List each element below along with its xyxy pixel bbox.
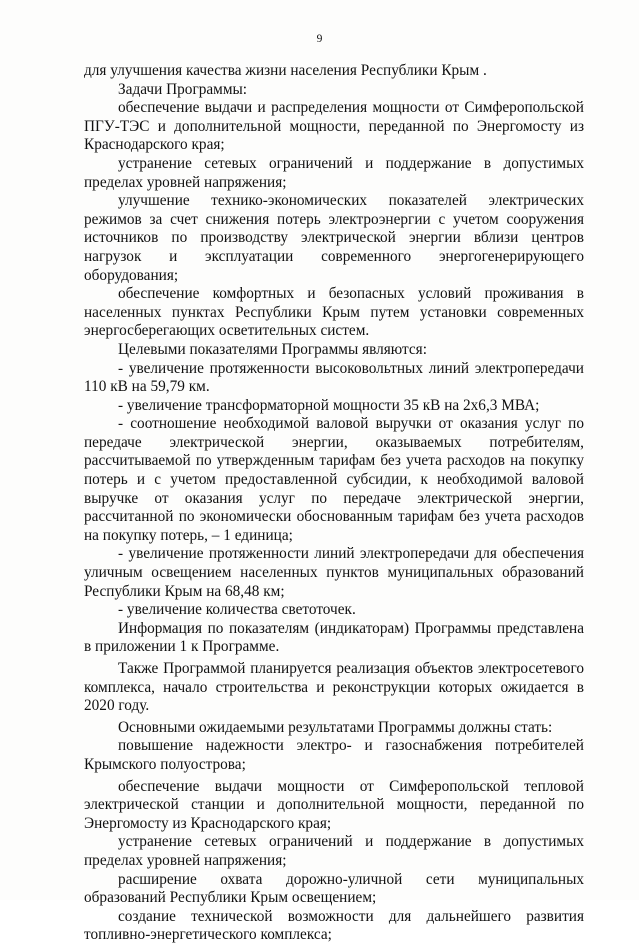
paragraph-task-lighting: обеспечение комфортных и безопасных условий проживания в населенных пунктах Республики Крым путем установки современных энергосберегающих осветительных систем. bbox=[84, 285, 584, 340]
document-body bbox=[84, 62, 584, 945]
paragraph-grid-objects: Также Программой планируется реализация объектов электросетевого комплекса, начало строительства и реконструкции которых ожидается в 2020 году. bbox=[84, 660, 584, 715]
paragraph-result-reliability: повышение надежности электро- и газоснабжения потребителей Крымского полуострова; bbox=[84, 737, 584, 773]
paragraph-result-lighting-coverage: расширение охвата дорожно-уличной сети муниципальных образований Республики Крым освещением; bbox=[84, 870, 584, 907]
paragraph-result-fuel-energy: создание технической возможности для дальнейшего развития топливно-энергетического комплекса; bbox=[84, 907, 584, 944]
paragraph-targets-heading: Целевыми показателями Программы являются: bbox=[118, 340, 427, 358]
paragraph-task-network-limits: устранение сетевых ограничений и поддержание в допустимых пределах уровней напряжения; bbox=[84, 154, 584, 191]
paragraph-results-heading: Основными ожидаемыми результатами Программы должны стать: bbox=[118, 718, 553, 736]
paragraph-indicators-info: Информация по показателям (индикаторам) Программы представлена в приложении 1 к Программе. bbox=[84, 619, 584, 656]
paragraph-target-hv-lines: - увеличение протяженности высоковольтных линий электропередачи 110 кВ на 59,79 км. bbox=[84, 359, 584, 396]
paragraph-target-light-points: - увеличение количества светоточек. bbox=[118, 601, 356, 619]
paragraph-result-network-limits: устранение сетевых ограничений и поддержание в допустимых пределах уровней напряжения; bbox=[84, 833, 584, 869]
paragraph-target-revenue-ratio: - соотношение необходимой валовой выручки от оказания услуг по передаче электрической энергии, оказываемых потребителям, рассчитываемой по утвержденным тарифам без учета расходов на покупку потерь и с учетом предоставленной субсидии, к необходимой валовой выручке от оказания услуг по передаче электрической энергии, рассчитанной по экономически обоснованным тарифам без учета расходов на покупку потерь, – 1 единица; bbox=[84, 415, 584, 544]
paragraph-tasks-heading: Задачи Программы: bbox=[118, 80, 248, 98]
paragraph-task-power-output: обеспечение выдачи и распределения мощности от Симферопольской ПГУ-ТЭС и дополнительной мощности, переданной по Энергомосту из Краснодарского края; bbox=[84, 99, 584, 154]
paragraph-target-transformer-power: - увеличение трансформаторной мощности 35 кВ на 2х6,3 МВА; bbox=[118, 396, 540, 414]
page-number: 9 bbox=[316, 33, 323, 45]
paragraph-task-economic-indicators: улучшение технико-экономических показателей электрических режимов за счет снижения потерь электроэнергии с учетом сооружения источников по производству электрической энергии вблизи центров нагрузок и эксплуатации современного энергогенерирующего оборудования; bbox=[84, 192, 584, 284]
paragraph-intro-continuation: для улучшения качества жизни населения Республики Крым . bbox=[84, 62, 487, 79]
paragraph-target-street-lighting-lines: - увеличение протяженности линий электропередачи для обеспечения уличным освещением населенных пунктов муниципальных образований Республики Крым на 68,48 км; bbox=[84, 545, 584, 600]
paragraph-result-power-output: обеспечение выдачи мощности от Симферопольской тепловой электрической станции и дополнительной мощности, переданной по Энергомосту из Краснодарского края; bbox=[84, 777, 584, 832]
